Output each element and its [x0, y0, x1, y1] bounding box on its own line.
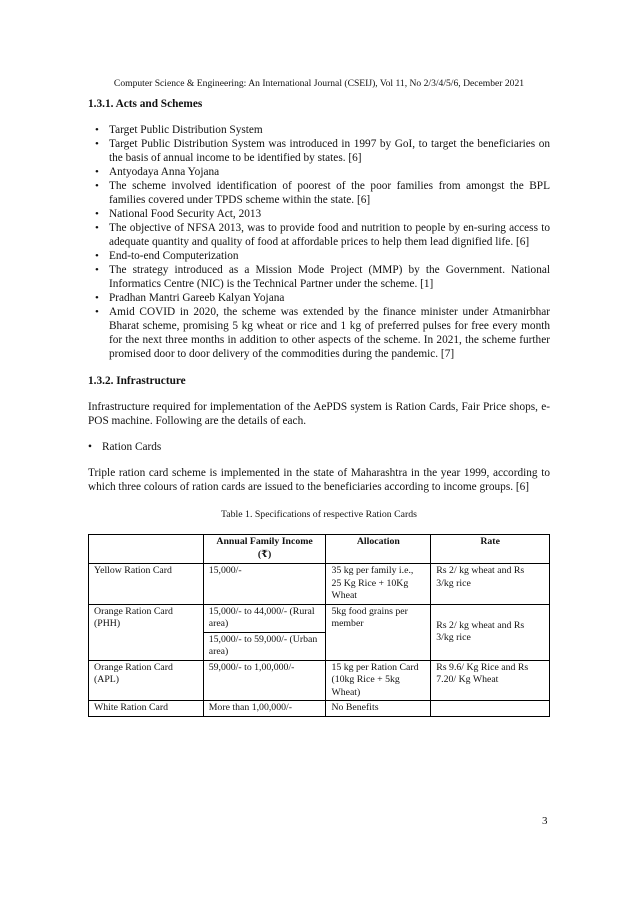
table-row	[89, 701, 550, 717]
bullet-item: • The scheme involved identification of poorest of the poor families from amongst the BPL families covered under TPDS scheme within the state. [6]	[88, 179, 550, 207]
table-cell: Rs 9.6/ Kg Rice and Rs 7.20/ Kg Wheat	[431, 660, 550, 701]
table-cell: 15,000/-	[203, 564, 326, 605]
ration-cards-bullet	[88, 440, 550, 454]
bullet-item: • Pradhan Mantri Gareeb Kalyan Yojana	[88, 291, 550, 305]
table-cell: Orange Ration Card (APL)	[89, 660, 204, 701]
table-cell: Yellow Ration Card	[89, 564, 204, 605]
table-cell: 59,000/- to 1,00,000/-	[203, 660, 326, 701]
table-caption: Table 1. Specifications of respective Ration Cards	[220, 509, 417, 520]
table-row	[89, 564, 550, 605]
infrastructure-intro: Infrastructure required for implementation of the AePDS system is Ration Cards, Fair Price shops, e-POS machine. Following are the details of each.	[88, 401, 550, 427]
acts-bullet-list	[88, 123, 550, 361]
bullet-item: • National Food Security Act, 2013	[88, 207, 550, 221]
page-number: 3	[542, 815, 548, 827]
ration-cards-label: Ration Cards	[102, 441, 162, 453]
table-cell: Rs 2/ kg wheat and Rs 3/kg rice	[431, 564, 550, 605]
table-cell: More than 1,00,000/-	[203, 701, 326, 717]
table-cell: 15 kg per Ration Card (10kg Rice + 5kg Wheat)	[326, 660, 431, 701]
table-cell	[431, 701, 550, 717]
page-content	[88, 97, 550, 717]
bullet-item: • Antyodaya Anna Yojana	[88, 165, 550, 179]
table-cell: 5kg food grains per member	[326, 604, 431, 660]
table-cell: White Ration Card	[89, 701, 204, 717]
bullet-item: • The objective of NFSA 2013, was to provide food and nutrition to people by en-suring access to adequate quantity and quality of food at affordable prices to help them lead dignified life. [6]	[88, 221, 550, 249]
table-cell: Rs 2/ kg wheat and Rs 3/kg rice	[431, 604, 550, 660]
table-row	[89, 604, 550, 632]
table-header-row	[89, 535, 550, 564]
bullet-item: • The strategy introduced as a Mission Mode Project (MMP) by the Government. National Informatics Centre (NIC) is the Technical Partner under the scheme. [1]	[88, 263, 550, 291]
ration-card-table	[88, 534, 550, 717]
bullet-item: • Amid COVID in 2020, the scheme was extended by the finance minister under Atmanirbhar Bharat scheme, promising 5 kg wheat or rice and 1 kg of preferred pulses for free every month for the next three months in addition to other aspects of the scheme. In 2021, the scheme further promised door to door delivery of the commodities during the pandemic. [7]	[88, 305, 550, 361]
section-heading-infrastructure: 1.3.2. Infrastructure	[88, 375, 186, 387]
table-cell: Orange Ration Card (PHH)	[89, 604, 204, 660]
journal-header: Computer Science & Engineering: An International Journal (CSEIJ), Vol 11, No 2/3/4/5/6, December 2021	[113, 78, 525, 89]
table-row	[89, 660, 550, 701]
table-cell: 35 kg per family i.e., 25 Kg Rice + 10Kg Wheat	[326, 564, 431, 605]
section-heading-acts: 1.3.1. Acts and Schemes	[88, 98, 203, 110]
triple-ration-paragraph: Triple ration card scheme is implemented in the state of Maharashtra in the year 1999, according to which three colours of ration cards are issued to the beneficiaries according to income groups. [6]	[88, 467, 550, 493]
bullet-symbol: •	[88, 441, 92, 453]
table-cell: No Benefits	[326, 701, 431, 717]
bullet-item: • Target Public Distribution System	[88, 123, 550, 137]
table-header	[89, 535, 204, 564]
table-cell: 15,000/- to 44,000/- (Rural area)	[203, 604, 326, 632]
bullet-item: • Target Public Distribution System was introduced in 1997 by GoI, to target the beneficiaries on the basis of annual income to be identified by states. [6]	[88, 137, 550, 165]
table-header: Annual Family Income (₹)	[203, 535, 326, 564]
table-header: Rate	[431, 535, 550, 564]
bullet-item: • End-to-end Computerization	[88, 249, 550, 263]
table-cell: 15,000/- to 59,000/- (Urban area)	[203, 632, 326, 660]
table-header: Allocation	[326, 535, 431, 564]
